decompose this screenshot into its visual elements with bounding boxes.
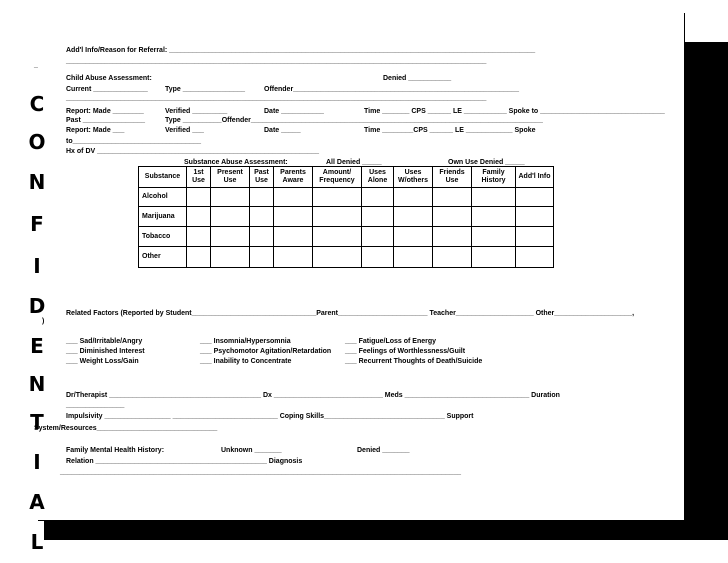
confidential-letter: I	[33, 450, 41, 474]
table-row	[139, 227, 554, 247]
type-offender-field[interactable]: Type __________Offender___________________________________________________________________________	[165, 117, 543, 124]
system-resources-field[interactable]: System/Resources_______________________________	[34, 425, 218, 432]
unknown-field[interactable]: Unknown _______	[221, 447, 282, 454]
report-made-field-2[interactable]: Report: Made ___	[66, 127, 125, 134]
confidential-letter: F	[30, 212, 44, 236]
past-field[interactable]: Past ________________	[66, 117, 146, 124]
confidential-letter: O	[28, 130, 46, 154]
page-shadow-bottom	[44, 520, 728, 540]
table-row	[139, 188, 554, 207]
denied-field-2[interactable]: Denied _______	[357, 447, 410, 454]
hx-dv-field[interactable]: Hx of DV _________________________________________________________	[66, 148, 320, 155]
margin-mark: )	[42, 318, 45, 325]
all-denied-field[interactable]: All Denied _____	[326, 159, 382, 166]
substance-label: Marijuana	[139, 207, 187, 227]
time-cps-le-spoke-field[interactable]: Time _______ CPS ______ LE ___________ Spoke to ________________________________	[364, 108, 665, 115]
confidential-letter: A	[29, 490, 45, 514]
symptom-check[interactable]: ___ Diminished Interest	[66, 348, 145, 355]
substance-table	[138, 166, 554, 268]
table-header: 1st Use	[187, 167, 211, 188]
confidential-letter: T	[30, 410, 44, 434]
confidential-letter: E	[30, 334, 44, 358]
referral-field-continued[interactable]: ____________________________________________________________________________________________________________	[66, 58, 487, 65]
symptom-check[interactable]: ___ Feelings of Worthlessness/Guilt	[345, 348, 466, 355]
offender-field[interactable]: Offender__________________________________________________________	[264, 86, 519, 93]
substance-label: Alcohol	[139, 188, 187, 207]
table-header: Add'l Info	[516, 167, 554, 188]
spoke-to-field[interactable]: to_________________________________	[66, 138, 202, 145]
relation-diagnosis-field[interactable]: Relation ____________________________________________ Diagnosis	[66, 458, 303, 465]
table-header: Uses W/others	[394, 167, 433, 188]
confidential-letter: I	[33, 254, 41, 278]
confidential-letter: D	[28, 294, 46, 318]
confidential-letter: L	[30, 530, 44, 554]
table-header: Family History	[472, 167, 516, 188]
table-header: Friends Use	[433, 167, 472, 188]
date-field-2[interactable]: Date _____	[264, 127, 301, 134]
denied-field[interactable]: Denied ___________	[383, 75, 452, 82]
table-header: Present Use	[211, 167, 250, 188]
symptom-check[interactable]: ___ Inability to Concentrate	[200, 358, 292, 365]
verified-field[interactable]: Verified _________	[165, 108, 228, 115]
confidential-letter: N	[28, 170, 46, 194]
bottom-line[interactable]: _______________________________________________________________________________________________________	[60, 469, 461, 476]
blank-line[interactable]: ____________________________________________________________________________________________________________	[66, 95, 487, 102]
symptom-check[interactable]: ___ Recurrent Thoughts of Death/Suicide	[345, 358, 483, 365]
table-row	[139, 207, 554, 227]
symptom-check[interactable]: ___ Insomnia/Hypersomnia	[200, 338, 291, 345]
duration-field[interactable]: _______________	[66, 402, 125, 409]
family-history-heading: Family Mental Health History:	[66, 447, 165, 454]
symptom-check[interactable]: ___ Psychomotor Agitation/Retardation	[200, 348, 332, 355]
current-field[interactable]: Current ______________	[66, 86, 148, 93]
substance-label: Tobacco	[139, 227, 187, 247]
type-field[interactable]: Type ________________	[165, 86, 246, 93]
table-row	[139, 247, 554, 268]
table-header: Past Use	[250, 167, 274, 188]
referral-field[interactable]: Add'l Info/Reason for Referral: ______________________________________________________________________________________________	[66, 47, 536, 54]
table-header: Uses Alone	[362, 167, 394, 188]
symptom-check[interactable]: ___ Weight Loss/Gain	[66, 358, 139, 365]
date-field[interactable]: Date ___________	[264, 108, 324, 115]
table-header: Parents Aware	[274, 167, 313, 188]
impulsivity-field[interactable]: Impulsivity _________________ ___________________________ Coping Skills_______________________________ Support	[66, 413, 474, 420]
substance-abuse-heading: Substance Abuse Assessment:	[184, 159, 288, 166]
table-header: Amount/ Frequency	[313, 167, 362, 188]
related-factors-field[interactable]: Related Factors (Reported by Student________________________________Parent_______________________ Teacher____________________ Other____________________,	[66, 310, 635, 317]
page-shadow-right	[684, 42, 728, 540]
symptom-check[interactable]: ___ Sad/Irritable/Angry	[66, 338, 143, 345]
table-header: Substance	[139, 167, 187, 188]
confidential-letter: N	[28, 372, 46, 396]
report-made-field[interactable]: Report: Made ________	[66, 108, 144, 115]
time-cps-le-spoke-field-2[interactable]: Time ________CPS ______ LE ____________ Spoke	[364, 127, 536, 134]
symptom-check[interactable]: ___ Fatigue/Loss of Energy	[345, 338, 437, 345]
margin-mark: _	[34, 62, 38, 69]
verified-field-2[interactable]: Verified ___	[165, 127, 204, 134]
child-abuse-heading: Child Abuse Assessment:	[66, 75, 152, 82]
own-use-denied-field[interactable]: Own Use Denied _____	[448, 159, 525, 166]
therapist-field[interactable]: Dr/Therapist _______________________________________ Dx ____________________________ Meds ________________________________ Duration	[66, 392, 560, 399]
confidential-letter: C	[29, 92, 45, 116]
substance-label: Other	[139, 247, 187, 268]
